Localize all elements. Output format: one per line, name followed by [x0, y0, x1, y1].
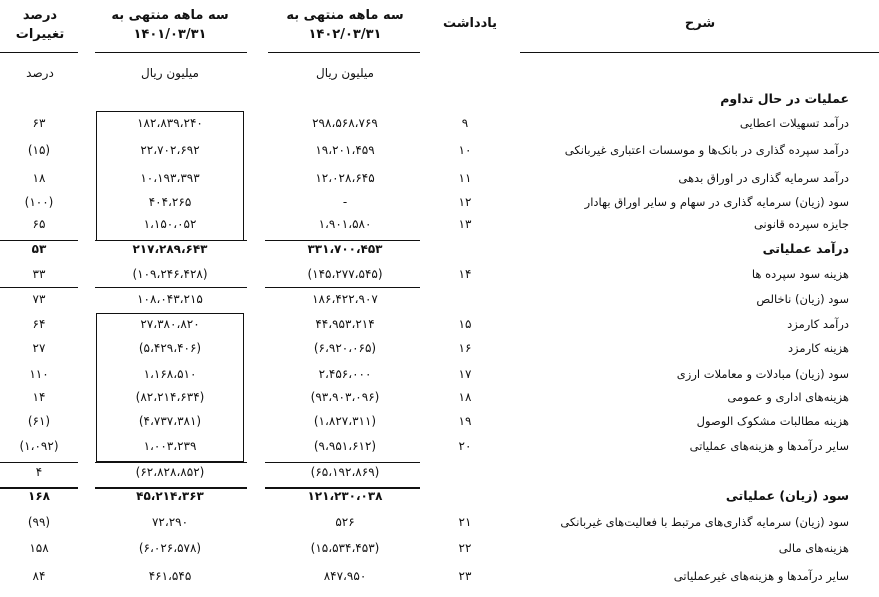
row-change: ۷۳ — [32, 292, 46, 306]
row-note — [430, 462, 500, 482]
row-value-1401: ۱۰۸،۰۴۳،۲۱۵ — [137, 292, 203, 306]
header-note: یادداشت — [442, 16, 498, 31]
row-value-1401: ۲۱۷،۲۸۹،۶۴۳ — [132, 242, 208, 256]
row-value-1402: ۲،۴۵۶،۰۰۰ — [318, 367, 372, 381]
header-change-line2: تغییرات — [15, 27, 65, 42]
header-rule-1402 — [268, 52, 420, 53]
rule-c-1402 — [265, 462, 420, 463]
row-note: ۱۸ — [458, 390, 472, 404]
row-value-1402: ۳۳۱،۷۰۰،۴۵۳ — [307, 242, 383, 256]
row-value-1401: ۴۵،۲۱۴،۳۶۳ — [136, 489, 204, 503]
row-note — [430, 89, 500, 109]
row-description: سود (زیان) سرمایه گذاری در سهام و سایر اوراق بهادار — [584, 195, 849, 209]
row-value-1402: ۸۴۷،۹۵۰ — [323, 569, 367, 583]
header-change-line1: درصد — [22, 8, 58, 23]
row-value-1401: ۱،۱۶۸،۵۱۰ — [143, 367, 197, 381]
row-change: (۶۱) — [27, 414, 51, 428]
rule-b-change — [0, 287, 78, 288]
row-value-1402: (۶،۹۲۰،۰۶۵) — [313, 341, 377, 355]
row-note: ۱۱ — [458, 171, 472, 185]
row-change: ۸۴ — [32, 569, 46, 583]
row-note: ۱۵ — [458, 317, 472, 331]
row-value-1401 — [95, 89, 245, 109]
row-description: هزینه‌های اداری و عمومی — [727, 390, 849, 404]
row-change: ۱۶۸ — [28, 489, 50, 503]
row-change: (۱۵) — [27, 143, 51, 157]
rule-a-change — [0, 240, 78, 241]
row-change: (۹۹) — [27, 515, 51, 529]
row-description: درآمد کارمزد — [787, 317, 849, 331]
row-change: (۱،۰۹۲) — [19, 439, 59, 453]
row-note: ۱۹ — [458, 414, 472, 428]
unit-1402: میلیون ریال — [316, 66, 374, 80]
row-change: (۱۰۰) — [24, 195, 54, 209]
header-1401-line2: ۱۴۰۱/۰۳/۳۱ — [133, 27, 207, 42]
row-description: سود (زیان) مبادلات و معاملات ارزی — [676, 367, 849, 381]
row-description: درآمد عملیاتی — [762, 241, 849, 256]
row-description: هزینه کارمزد — [787, 341, 849, 355]
row-value-1401: (۴،۷۳۷،۳۸۱) — [138, 414, 202, 428]
unit-change: درصد — [26, 66, 54, 80]
row-value-1401: ۱،۱۵۰،۰۵۲ — [143, 217, 197, 231]
row-note: ۱۲ — [458, 195, 472, 209]
row-note: ۲۲ — [458, 541, 472, 555]
row-change: ۴ — [35, 465, 43, 479]
row-change: ۱۸ — [32, 171, 46, 185]
row-note: ۱۴ — [458, 267, 472, 281]
row-value-1402: ۱۲۱،۲۳۰،۰۳۸ — [307, 489, 383, 503]
header-change — [0, 6, 80, 44]
unit-1401: میلیون ریال — [141, 66, 199, 80]
row-change: ۶۵ — [32, 217, 46, 231]
row-value-1401: ۱۸۲،۸۳۹،۲۴۰ — [137, 116, 203, 130]
row-description: جایزه سپرده قانونی — [753, 217, 849, 231]
row-value-1401: (۱۰۹،۲۴۶،۴۲۸) — [132, 267, 208, 281]
row-note — [430, 239, 500, 259]
row-description: سایر درآمدها و هزینه‌های غیرعملیاتی — [673, 569, 849, 583]
row-change: ۱۱۰ — [29, 367, 49, 381]
row-change: ۶۳ — [32, 116, 46, 130]
row-value-1401: ۱،۰۰۳،۲۳۹ — [143, 439, 197, 453]
row-note: ۱۳ — [458, 217, 472, 231]
row-change: ۵۳ — [31, 242, 47, 256]
rule-c-1401 — [95, 462, 247, 463]
row-value-1402: ۴۴،۹۵۳،۲۱۴ — [315, 317, 375, 331]
rule-b-1402 — [265, 287, 420, 288]
highlight-box-1 — [96, 111, 244, 241]
header-1401 — [95, 6, 245, 44]
header-rule-change — [0, 52, 78, 53]
row-note: ۱۶ — [458, 341, 472, 355]
rule-d-1402 — [265, 487, 420, 489]
row-description: سود (زیان) ناخالص — [756, 292, 849, 306]
row-value-1401: (۶۲،۸۲۸،۸۵۲) — [135, 465, 205, 479]
row-value-1402 — [270, 89, 420, 109]
row-note: ۱۷ — [458, 367, 472, 381]
row-note — [430, 486, 500, 506]
row-value-1402: (۱۴۵،۲۷۷،۵۴۵) — [307, 267, 383, 281]
rule-d-1401 — [95, 487, 247, 489]
row-value-1401: ۴۰۴،۲۶۵ — [148, 195, 192, 209]
header-1402-line1: سه ماهه منتهی به — [286, 8, 404, 23]
row-description: درآمد تسهیلات اعطایی — [739, 116, 849, 130]
row-note: ۲۰ — [458, 439, 472, 453]
row-value-1402: ۱۹،۲۰۱،۴۵۹ — [315, 143, 375, 157]
row-value-1401: (۵،۴۲۹،۴۰۶) — [138, 341, 202, 355]
row-value-1402: ۵۲۶ — [335, 515, 355, 529]
rule-d-change — [0, 487, 78, 489]
header-1402 — [270, 6, 420, 44]
row-change: ۶۴ — [32, 317, 46, 331]
rule-c-change — [0, 462, 78, 463]
rule-a-1402 — [265, 240, 420, 241]
row-value-1401: (۸۲،۲۱۴،۶۳۴) — [135, 390, 205, 404]
header-rule-desc — [520, 52, 879, 53]
row-change: ۱۵۸ — [29, 541, 49, 555]
row-description: درآمد سرمایه گذاری در اوراق بدهی — [678, 171, 849, 185]
row-description: سایر درآمدها و هزینه‌های عملیاتی — [689, 439, 849, 453]
row-value-1402: ۱۲،۰۲۸،۶۴۵ — [315, 171, 375, 185]
row-change — [0, 89, 78, 109]
row-description: هزینه‌های مالی — [778, 541, 849, 555]
rule-b-1401 — [95, 287, 247, 288]
row-value-1401: ۲۷،۳۸۰،۸۲۰ — [140, 317, 200, 331]
row-value-1402: (۹۳،۹۰۳،۰۹۶) — [310, 390, 380, 404]
row-value-1401: ۱۰،۱۹۳،۳۹۳ — [140, 171, 200, 185]
row-note: ۲۳ — [458, 569, 472, 583]
row-change: ۱۴ — [32, 390, 46, 404]
row-note: ۱۰ — [458, 143, 472, 157]
row-value-1402: (۱۵،۵۳۴،۴۵۳) — [310, 541, 380, 555]
row-value-1402: ۲۹۸،۵۶۸،۷۶۹ — [312, 116, 378, 130]
header-description: شرح — [684, 16, 716, 31]
row-value-1401: ۷۲،۲۹۰ — [151, 515, 189, 529]
row-change: ۳۳ — [32, 267, 46, 281]
highlight-box-2 — [96, 313, 244, 462]
row-value-1402: - — [342, 195, 348, 209]
row-value-1401: ۴۶۱،۵۴۵ — [148, 569, 192, 583]
row-description: هزینه سود سپرده ها — [751, 267, 849, 281]
row-note: ۹ — [461, 116, 469, 130]
row-value-1401: (۶،۰۲۶،۵۷۸) — [138, 541, 202, 555]
row-note — [430, 289, 500, 309]
row-value-1402: ۱،۹۰۱،۵۸۰ — [318, 217, 372, 231]
row-value-1401: ۲۲،۷۰۲،۶۹۲ — [140, 143, 200, 157]
row-description: عملیات در حال تداوم — [720, 91, 849, 106]
row-change: ۲۷ — [32, 341, 46, 355]
row-value-1402: (۶۵،۱۹۲،۸۶۹) — [310, 465, 380, 479]
header-1402-line2: ۱۴۰۲/۰۳/۳۱ — [308, 27, 382, 42]
row-description — [479, 462, 849, 482]
row-value-1402: (۹،۹۵۱،۶۱۲) — [313, 439, 377, 453]
row-value-1402: ۱۸۶،۴۲۲،۹۰۷ — [312, 292, 378, 306]
row-description: سود (زیان) سرمایه گذاری‌های مرتبط با فعالیت‌های غیربانکی — [560, 515, 849, 529]
header-1401-line1: سه ماهه منتهی به — [111, 8, 229, 23]
row-value-1402: (۱،۸۲۷،۳۱۱) — [313, 414, 377, 428]
row-description: درآمد سپرده گذاری در بانک‌ها و موسسات اعتباری غیربانکی — [564, 143, 849, 157]
header-rule-1401 — [95, 52, 247, 53]
row-description: سود (زیان) عملیاتی — [725, 488, 849, 503]
rule-a-1401 — [95, 240, 247, 241]
row-description: هزینه مطالبات مشکوک الوصول — [696, 414, 849, 428]
row-note: ۲۱ — [458, 515, 472, 529]
